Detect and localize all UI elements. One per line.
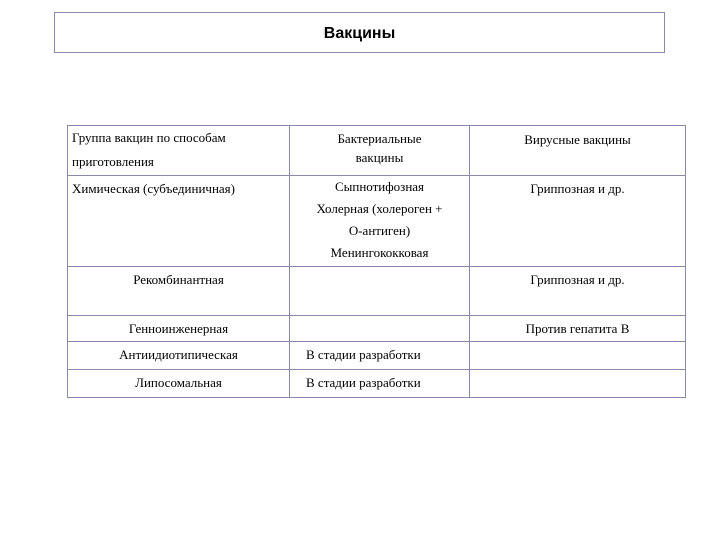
header-viral: Вирусные вакцины: [470, 126, 686, 176]
cell-group: Рекомбинантная: [68, 267, 290, 316]
table-row: [68, 176, 686, 267]
table-row: [68, 316, 686, 342]
table-row: [68, 267, 686, 316]
cell-group: Генноинженерная: [68, 316, 290, 342]
cell-viral: Гриппозная и др.: [470, 176, 686, 267]
table-header-row: [68, 126, 686, 176]
header-group: Группа вакцин по способам приготовления: [68, 126, 290, 176]
table-row: [68, 370, 686, 398]
vaccines-table: [67, 125, 686, 398]
cell-bacterial: [290, 267, 470, 316]
cell-bacterial: [290, 316, 470, 342]
cell-bacterial: В стадии разработки: [290, 342, 470, 370]
cell-group: Липосомальная: [68, 370, 290, 398]
cell-viral: [470, 342, 686, 370]
header-bacterial: Бактериальные вакцины: [290, 126, 470, 176]
page-title: Вакцины: [323, 24, 396, 42]
table-row: [68, 342, 686, 370]
cell-bacterial: Сыпнотифозная Холерная (холероген + О-антиген) Менингококковая: [290, 176, 470, 267]
cell-viral: [470, 370, 686, 398]
cell-group: Химическая (субъединичная): [68, 176, 290, 267]
cell-bacterial: В стадии разработки: [290, 370, 470, 398]
cell-group: Антиидиотипическая: [68, 342, 290, 370]
title-box: [54, 12, 665, 53]
cell-viral: Против гепатита В: [470, 316, 686, 342]
cell-viral: Гриппозная и др.: [470, 267, 686, 316]
